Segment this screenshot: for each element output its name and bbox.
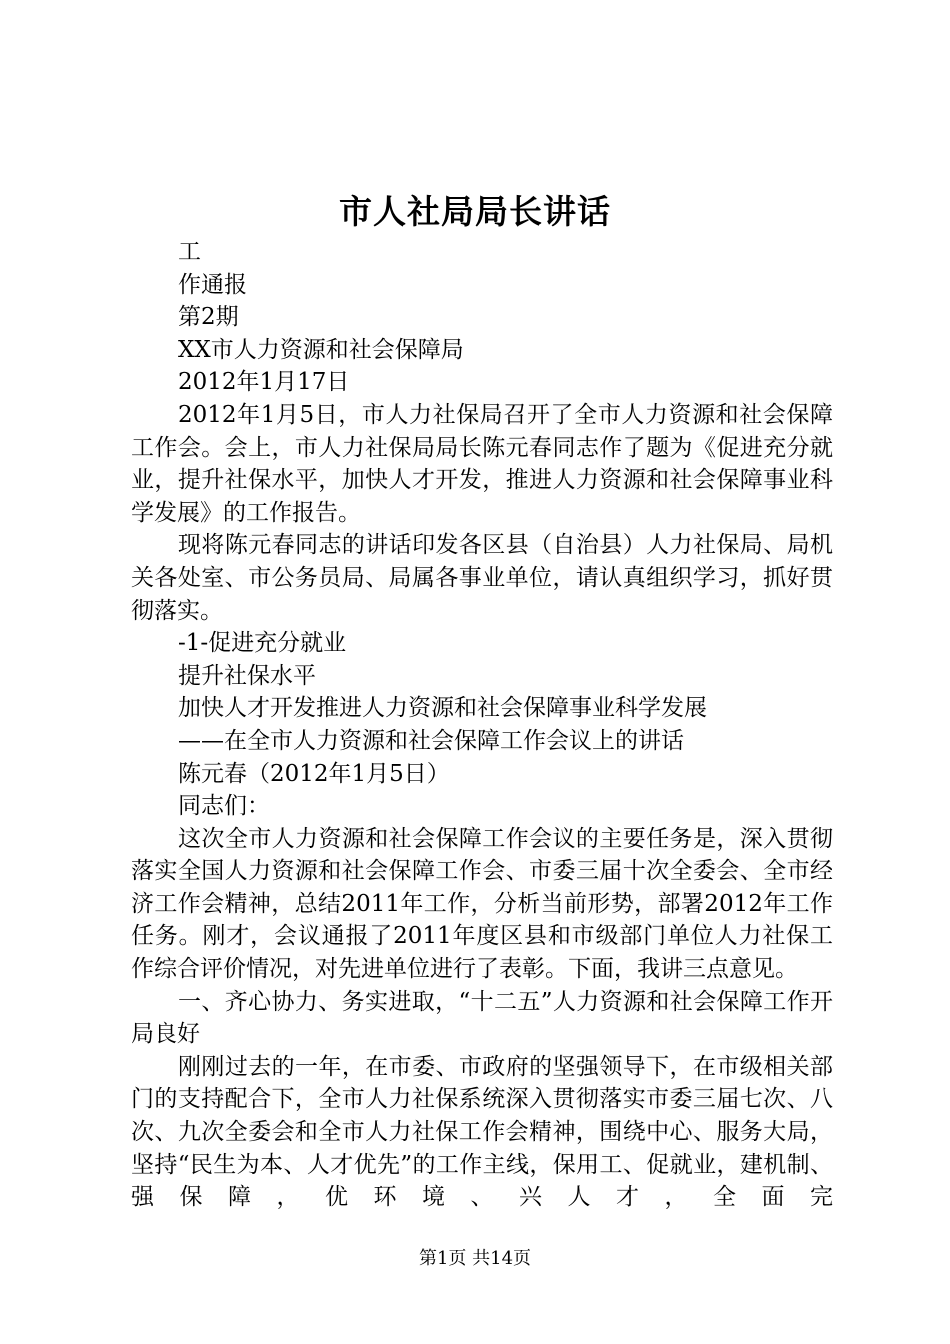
issuing-organization: XX市人力资源和社会保障局 bbox=[178, 336, 464, 363]
issue-number: 第2期 bbox=[178, 304, 239, 331]
speaker-line: 陈元春（2012年1月5日） bbox=[178, 760, 450, 787]
paragraph: 现将陈元春同志的讲话印发各区县（自治县）人力社保局、局机关各处室、市公务员局、局属各事业单位，请认真组织学习，抓好贯彻落实。 bbox=[131, 532, 833, 624]
document-title: 市人社局局长讲话 bbox=[339, 192, 611, 231]
document-body bbox=[131, 236, 833, 1214]
paragraph: 2012年1月5日，市人力社保局召开了全市人力资源和社会保障工作会。会上，市人力社保局局长陈元春同志作了题为《促进充分就业，提升社保水平，加快人才开发，推进人力资源和社会保障事业科学发展》的工作报告。 bbox=[131, 401, 833, 526]
page-footer: 第1页 共14页 bbox=[418, 1248, 532, 1269]
speech-subtitle: ——在全市人力资源和社会保障工作会议上的讲话 bbox=[178, 727, 684, 754]
paragraph: 这次全市人力资源和社会保障工作会议的主要任务是，深入贯彻落实全国人力资源和社会保障工作会、市委三届十次全委会、全市经济工作会精神，总结2011年工作，分析当前形势，部署2012年工作任务。刚才，会议通报了2011年度区县和市级部门单位人力社保工作综合评价情况，对先进单位进行了表彰。下面，我讲三点意见。 bbox=[131, 825, 833, 983]
header-line: 工 bbox=[178, 239, 201, 265]
paragraph: 刚刚过去的一年，在市委、市政府的坚强领导下，在市级相关部门的支持配合下，全市人力社保系统深入贯彻落实市委三届七次、八次、九次全委会和全市人力社保工作会精神，围绕中心、服务大局，坚持“民生为本、人才优先”的工作主线，保用工、促就业，建机制、强保障，优环境、兴人才，全面完 bbox=[131, 1053, 833, 1211]
issue-date: 2012年1月17日 bbox=[178, 369, 350, 396]
section-heading: 一、齐心协力、务实进取，“十二五”人力资源和社会保障工作开局良好 bbox=[131, 988, 833, 1048]
header-line: 作通报 bbox=[178, 271, 247, 298]
speech-heading: 提升社保水平 bbox=[178, 662, 316, 689]
speech-heading: 加快人才开发推进人力资源和社会保障事业科学发展 bbox=[178, 695, 707, 722]
speech-heading: -1-促进充分就业 bbox=[178, 630, 347, 657]
salutation: 同志们： bbox=[178, 793, 270, 820]
